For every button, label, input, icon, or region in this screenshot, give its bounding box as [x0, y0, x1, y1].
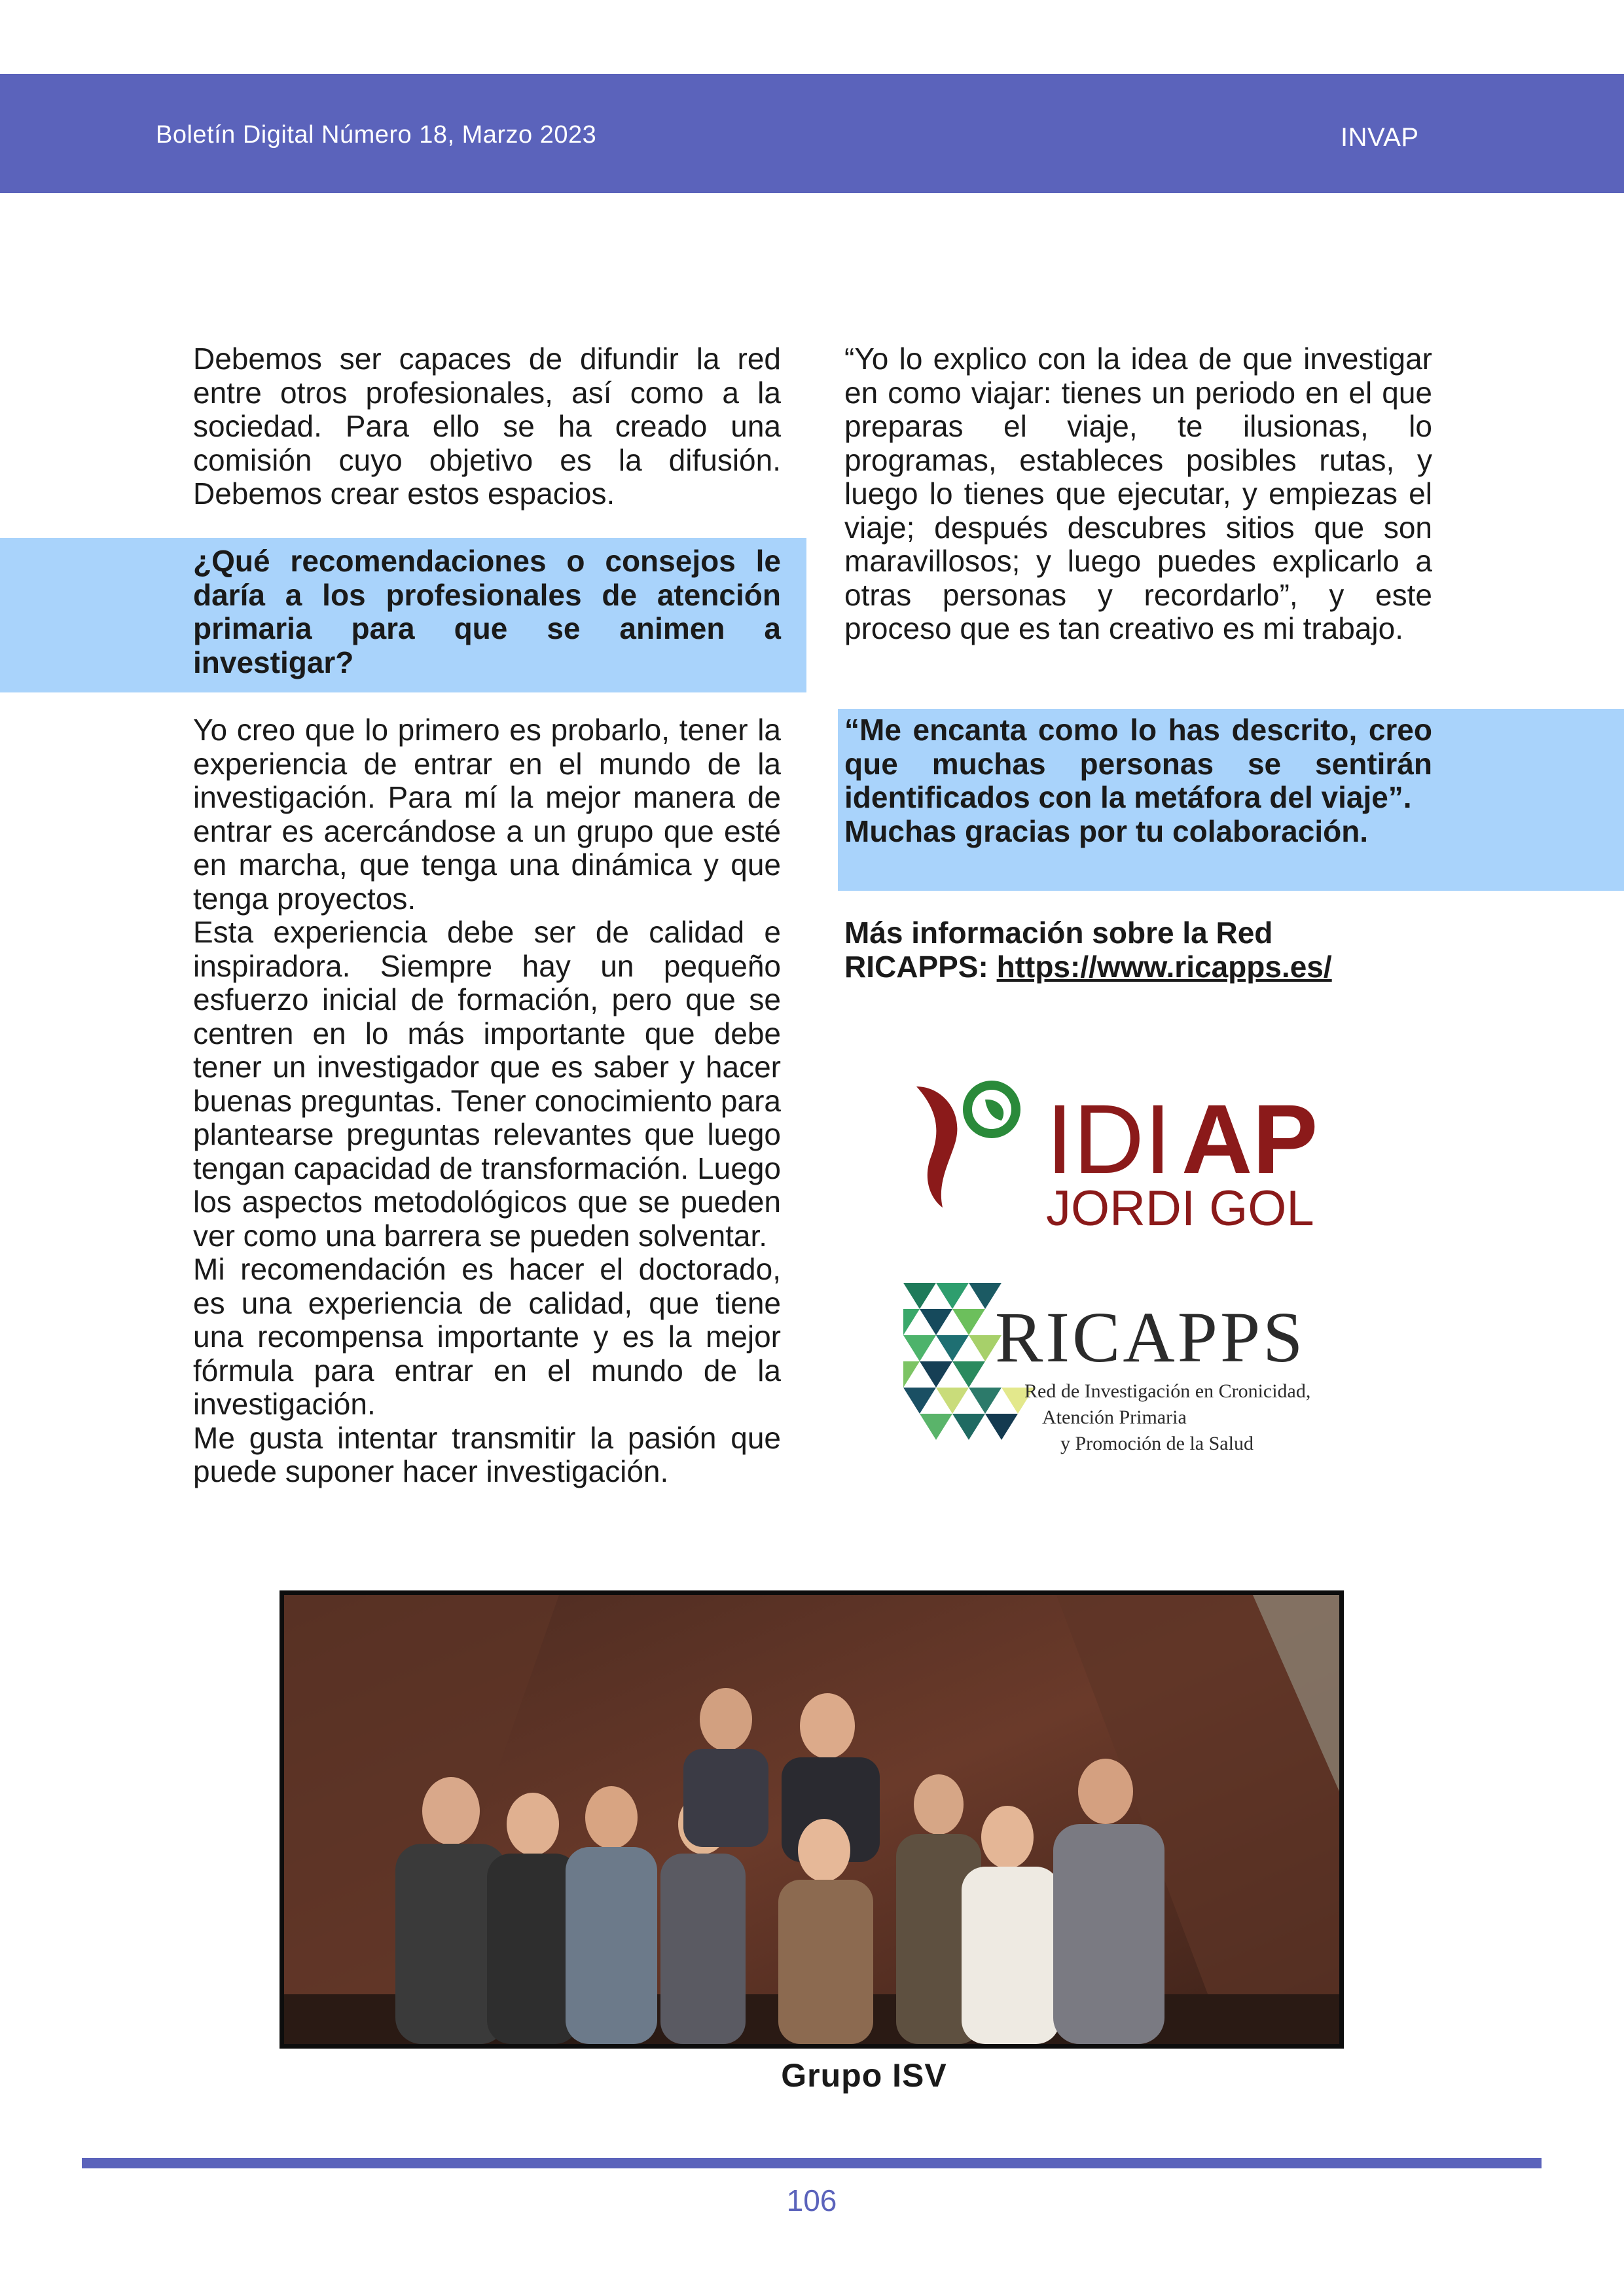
ricapps-website-link[interactable]: https://www.ricapps.es/ — [996, 949, 1332, 984]
ricapps-subtitle-3: y Promoción de la Salud — [1060, 1433, 1254, 1454]
idiap-leaf-icon — [916, 1081, 1020, 1208]
ricapps-subtitle-1: Red de Investigación en Cronicidad, — [1024, 1380, 1311, 1402]
travel-quote-paragraph: “Yo lo explico con la idea de que investigar en como viajar: tienes un periodo en el que preparas el viaje, te ilusionas, lo programas, estableces posibles rutas, y luego lo tienes que ejecutar, y empiezas el viaje; después descubres sitios que son maravillosos; y luego puedes explicarlo a otras personas y recordarlo”, y este proceso que es tan creativo es mi trabajo. — [844, 342, 1432, 645]
photo-caption: Grupo ISV — [781, 2057, 947, 2094]
thanks-line: Muchas gracias por tu colaboración. — [844, 814, 1369, 848]
publisher-name: INVAP — [1341, 123, 1419, 152]
idiap-logo-text: IDI — [1046, 1084, 1172, 1194]
page-number: 106 — [786, 2183, 837, 2217]
more-info-prefix: RICAPPS: — [844, 949, 997, 984]
footer-rule — [82, 2158, 1542, 2168]
idiap-jordi-gol-logo — [903, 1073, 1348, 1230]
right-column-quote — [844, 342, 1432, 646]
more-info-block — [844, 916, 1432, 984]
more-info-link-line — [844, 950, 1432, 984]
answer-paragraph-1: Yo creo que lo primero es probarlo, tener la experiencia de entrar en el mundo de la investigación. Para mí la mejor manera de entrar es acercándose a un grupo que esté en marcha, que tenga una dinámica y que tenga proyectos. — [193, 713, 781, 916]
ricapps-subtitle-2: Atención Primaria — [1042, 1407, 1187, 1428]
more-info-line: Más información sobre la Red — [844, 916, 1273, 950]
closing-comment-block — [844, 713, 1432, 848]
answer-paragraph-2: Esta experiencia debe ser de calidad e inspiradora. Siempre hay un pequeño esfuerzo inicial de formación, pero que se centren en lo más importante que debe tener un investigador que es saber y hacer buenas preguntas. Tener conocimiento para plantearse preguntas relevantes que luego tengan capacidad de transformación. Luego los aspectos metodológicos que se pueden ver como una barrera se pueden solventar. — [193, 915, 781, 1253]
ricapps-logo-text: RICAPPS — [995, 1297, 1306, 1377]
group-photo-frame — [280, 1590, 1344, 2049]
idiap-logo-subtitle: JORDI GOL — [1046, 1181, 1314, 1230]
closing-comment: “Me encanta como lo has descrito, creo que muchas personas se sentirán identificados con la metáfora del viaje”. — [844, 713, 1432, 814]
answer-paragraph-3: Mi recomendación es hacer el doctorado, es una experiencia de calidad, que tiene una recompensa importante y es la mejor fórmula para entrar en el mundo de la investigación. — [193, 1252, 781, 1421]
interview-question: ¿Qué recomendaciones o consejos le daría a los profesionales de atención primaria para que se animen a investigar? — [193, 544, 781, 679]
left-column-intro — [193, 342, 781, 511]
intro-paragraph: Debemos ser capaces de difundir la red entre otros profesionales, así como a la sociedad. Para ello se ha creado una comisión cuyo objetivo es la difusión. Debemos crear estos espacios. — [193, 342, 781, 511]
ricapps-logo — [897, 1283, 1342, 1466]
svg-text:AP: AP — [1182, 1084, 1318, 1194]
answer-paragraph-4: Me gusta intentar transmitir la pasión que puede suponer hacer investigación. — [193, 1420, 781, 1488]
left-column-answer — [193, 713, 781, 1489]
bulletin-title: Boletín Digital Número 18, Marzo 2023 — [156, 121, 597, 149]
group-photo — [284, 1595, 1339, 2044]
